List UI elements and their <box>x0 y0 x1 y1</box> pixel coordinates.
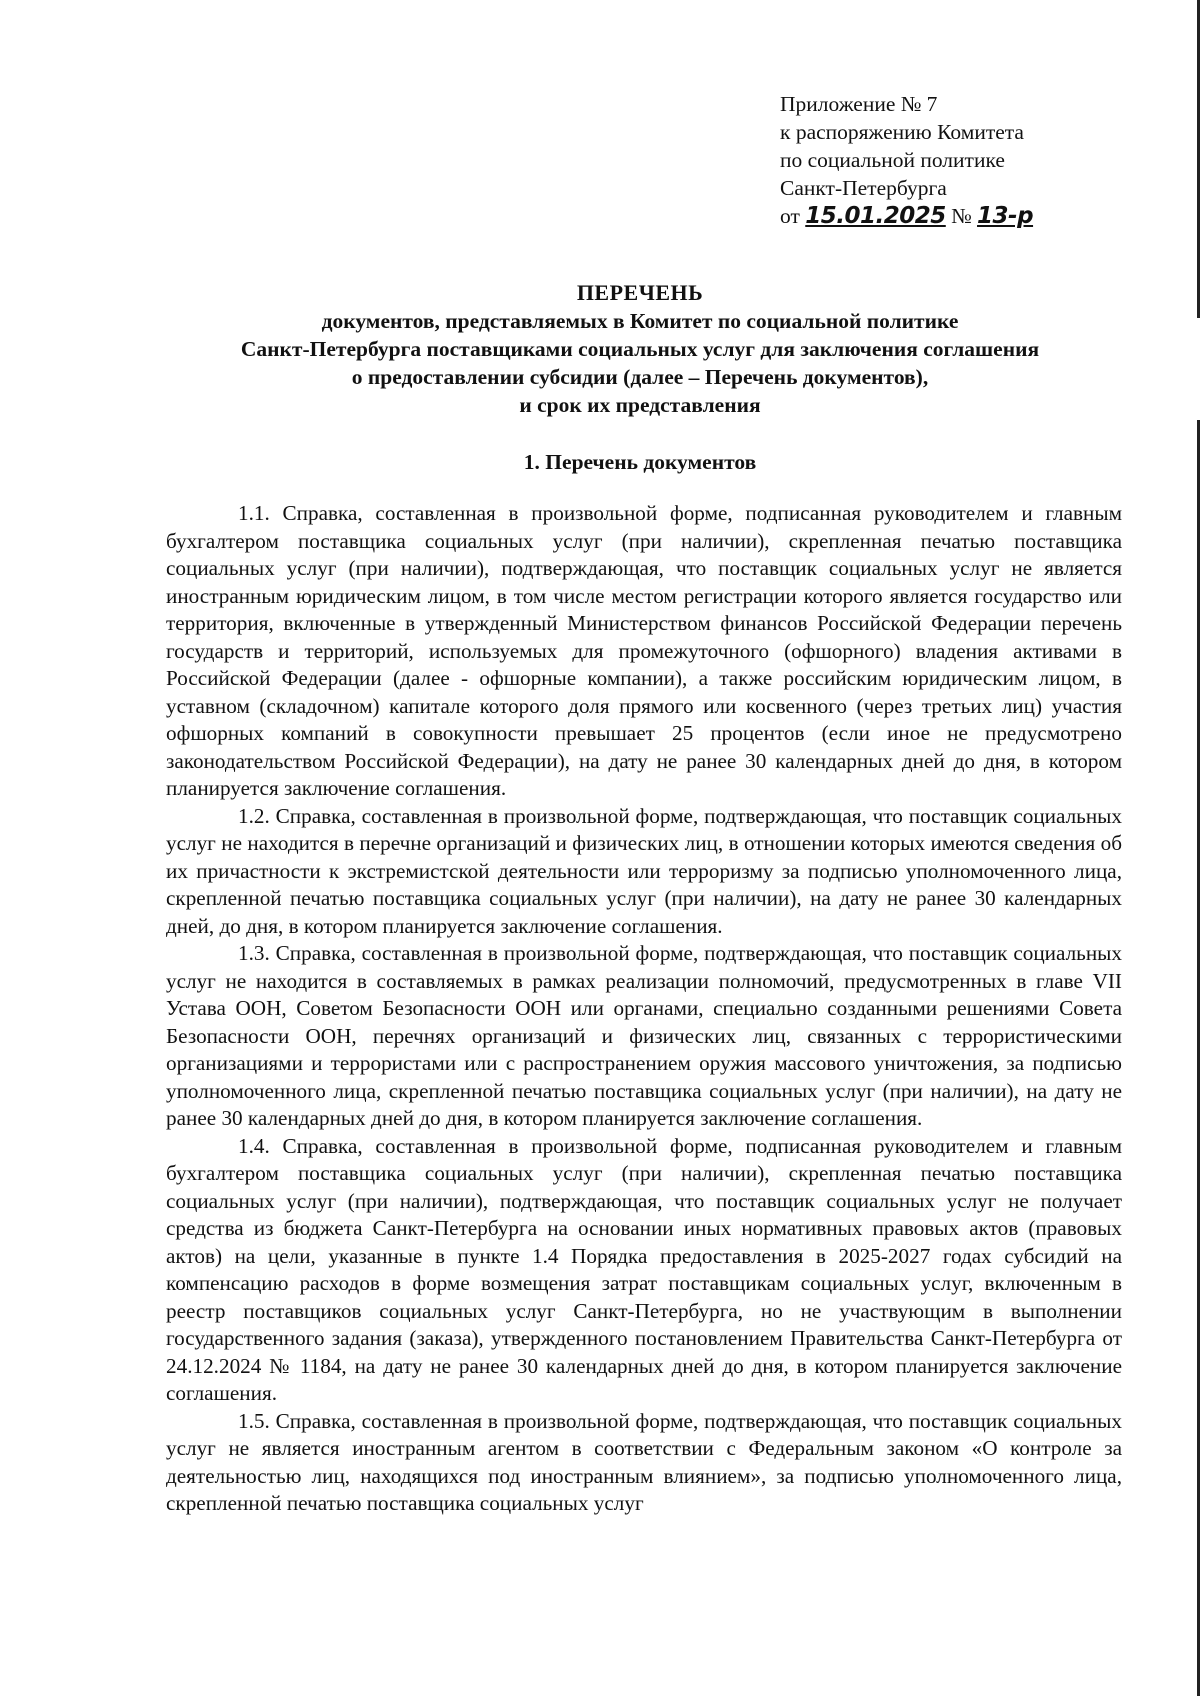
appendix-block <box>780 90 1100 230</box>
document-title <box>165 279 1115 419</box>
date-prefix: от <box>780 204 800 228</box>
appendix-line: Санкт-Петербурга <box>780 176 947 200</box>
appendix-line: Приложение № 7 <box>780 92 938 116</box>
title-line: и срок их представления <box>519 393 761 417</box>
title-line: о предоставлении субсидии (далее – Перечень документов), <box>351 365 929 389</box>
handwritten-number: 13-р <box>977 203 1034 229</box>
appendix-line: к распоряжению Комитета <box>780 120 1024 144</box>
paragraph: 1.3. Справка, составленная в произвольной форме, подтверждающая, что поставщик социальных услуг не находится в составляемых в рамках реализации полномочий, предусмотренных в главе VII Устава ООН, Советом Безопасности ООН или органами, специально созданными решениями Совета Безопасности ООН, перечнях организаций и физических лиц, связанных с террористическими организациями и террористами или с распространением оружия массового уничтожения, за подписью уполномоченного лица, скрепленной печатью поставщика социальных услуг (при наличии), на дату не ранее 30 календарных дней до дня, в котором планируется заключение соглашения. <box>166 941 1122 1130</box>
appendix-line: по социальной политике <box>780 148 1005 172</box>
number-sign: № <box>951 204 972 228</box>
appendix-date-line <box>780 202 1100 230</box>
paragraph: 1.1. Справка, составленная в произвольной форме, подписанная руководителем и главным бухгалтером поставщика социальных услуг (при наличии), скрепленная печатью поставщика социальных услуг (при наличии), подтверждающая, что поставщик социальных услуг не является иностранным юридическим лицом, в том числе местом регистрации которого является государство или территория, включенные в утвержденный Министерством финансов Российской Федерации перечень государств и территорий, используемых для промежуточного (офшорного) владения активами в Российской Федерации (далее - офшорные компании), а также российским юридическим лицом, в уставном (складочном) капитале которого доля прямого или косвенного (через третьих лиц) участия офшорных компаний в совокупности превышает 25 процентов (если иное не предусмотрено законодательством Российской Федерации), на дату не ранее 30 календарных дней до дня, в котором планируется заключение соглашения. <box>166 501 1122 800</box>
title-line: документов, представляемых в Комитет по социальной политике <box>321 309 959 333</box>
handwritten-date: 15.01.2025 <box>805 203 946 229</box>
section-title: 1. Перечень документов <box>523 450 757 474</box>
paragraph: 1.4. Справка, составленная в произвольной форме, подписанная руководителем и главным бухгалтером поставщика социальных услуг (при наличии), скрепленная печатью поставщика социальных услуг (при наличии), подтверждающая, что поставщик социальных услуг не получает средства из бюджета Санкт-Петербурга на основании иных нормативных правовых актов (правовых актов) на цели, указанные в пункте 1.4 Порядка предоставления в 2025-2027 годах субсидий на компенсацию расходов в форме возмещения затрат поставщикам социальных услуг, включенным в реестр поставщиков социальных услуг Санкт-Петербурга, но не участвующим в выполнении государственного задания (заказа), утвержденного постановлением Правительства Санкт-Петербурга от 24.12.2024 № 1184, на дату не ранее 30 календарных дней до дня, в котором планируется заключение соглашения. <box>166 1133 1122 1405</box>
paragraph: 1.2. Справка, составленная в произвольной форме, подтверждающая, что поставщик социальных услуг не находится в перечне организаций и физических лиц, в отношении которых имеются сведения об их причастности к экстремистской деятельности или терроризму за подписью уполномоченного лица, скрепленной печатью поставщика социальных услуг (при наличии), на дату не ранее 30 календарных дней, до дня, в котором планируется заключение соглашения. <box>166 803 1122 938</box>
title-heading: ПЕРЕЧЕНЬ <box>576 280 704 305</box>
document-body <box>166 500 1122 1518</box>
paragraph: 1.5. Справка, составленная в произвольной форме, подтверждающая, что поставщик социальных услуг не является иностранным агентом в соответствии с Федеральным законом «О контроле за деятельностью лиц, находящихся под иностранным влиянием», за подписью уполномоченного лица, скрепленной печатью поставщика социальных услуг <box>166 1408 1122 1515</box>
title-line: Санкт-Петербурга поставщиками социальных услуг для заключения соглашения <box>240 337 1040 361</box>
